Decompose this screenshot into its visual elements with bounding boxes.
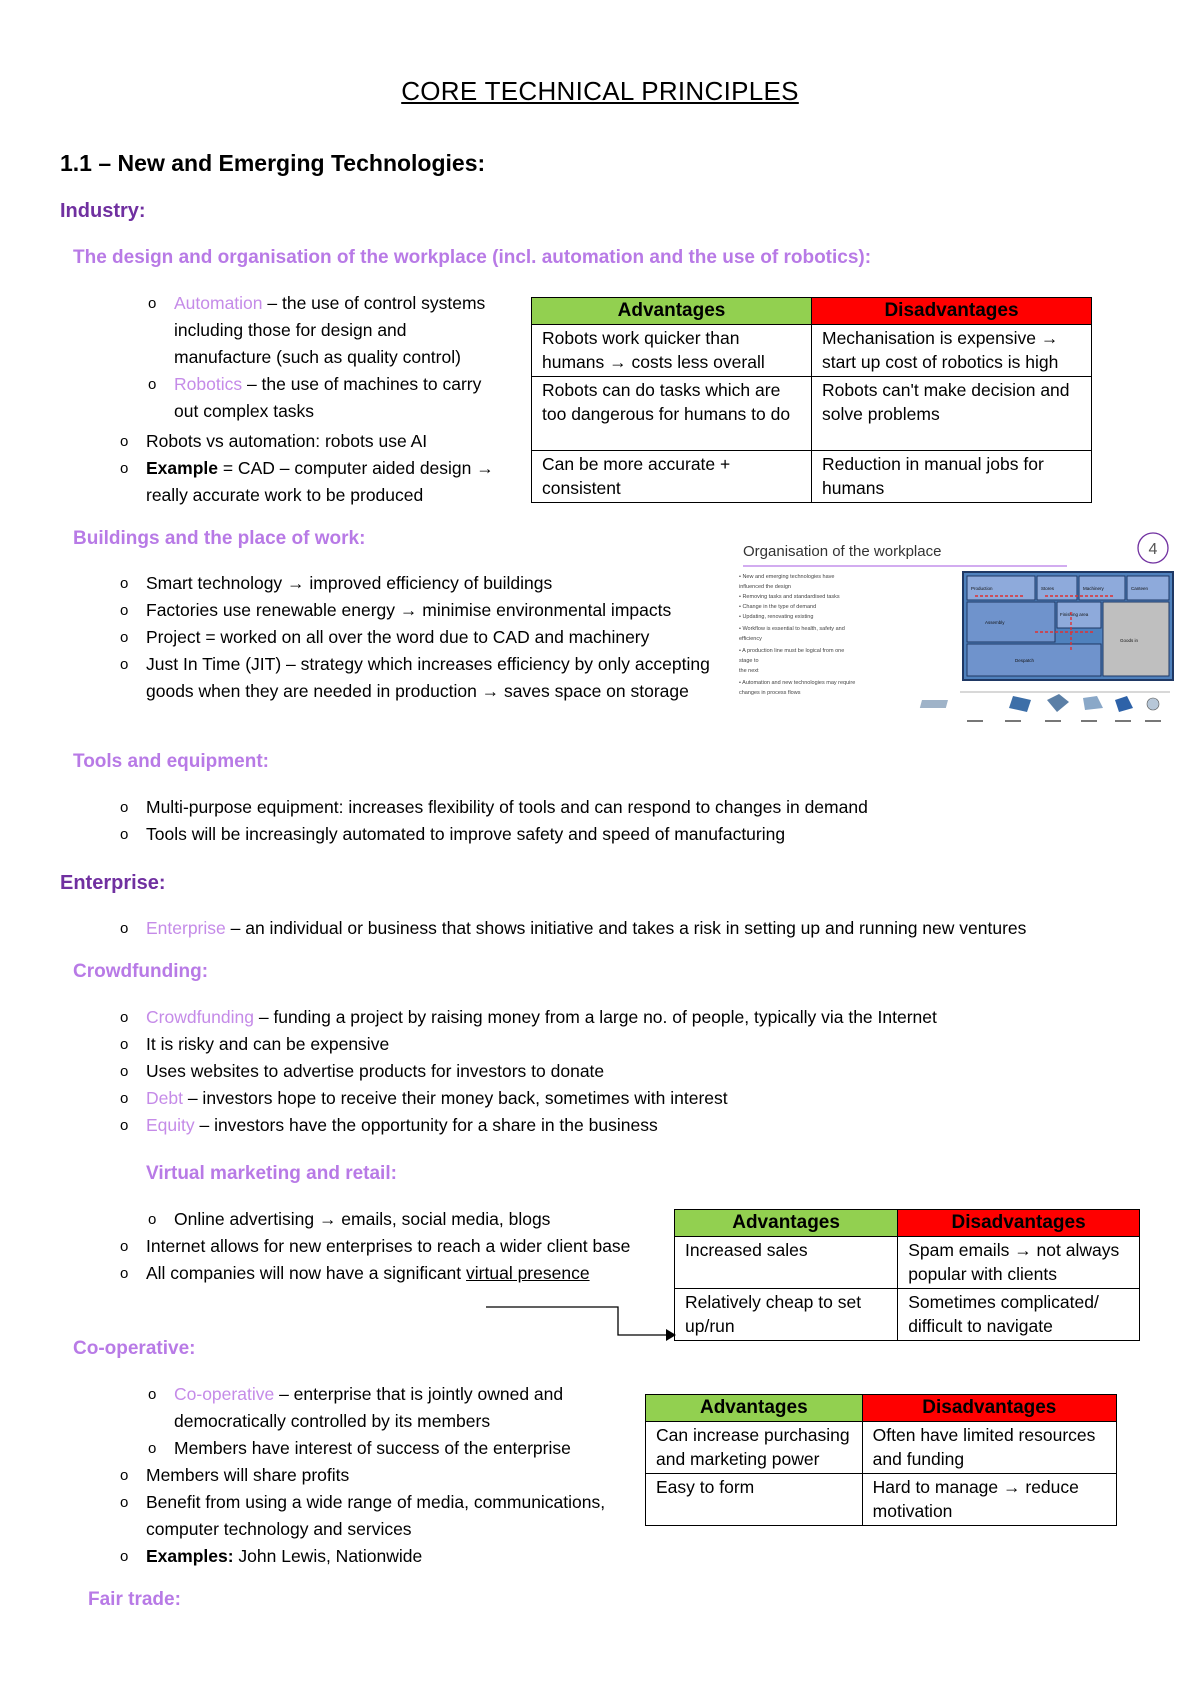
svg-text:Assembly: Assembly <box>985 620 1005 625</box>
list-item: o Members will share profits <box>146 1462 606 1489</box>
svg-text:Despatch: Despatch <box>1015 658 1035 663</box>
automation-list <box>174 290 504 425</box>
list-item: o Robots vs automation: robots use AI <box>146 428 526 455</box>
table-row: Can increase purchasing and marketing power Often have limited resources and funding <box>646 1422 1117 1474</box>
figure-badge: 4 <box>1148 541 1158 558</box>
svg-text:• Workflow is essential to hea: • Workflow is essential to health, safety and <box>739 626 845 632</box>
table-row: Easy to form Hard to manage → reduce motivation <box>646 1474 1117 1526</box>
list-item: o Equity – investors have the opportunity for a share in the business <box>146 1112 1186 1139</box>
robots-list <box>146 428 526 509</box>
table-row: Can be more accurate + consistent Reduction in manual jobs for humans <box>532 451 1092 503</box>
svg-text:Machinery: Machinery <box>1083 586 1104 591</box>
list-item: o Members have interest of success of the enterprise <box>174 1435 614 1462</box>
enterprise-heading: Enterprise: <box>60 872 166 894</box>
svg-text:influenced the design: influenced the design <box>739 584 791 590</box>
floor-plan <box>963 572 1173 680</box>
svg-text:• Updating, renovating existin: • Updating, renovating existing <box>739 614 814 620</box>
section-heading: 1.1 – New and Emerging Technologies: <box>60 150 486 176</box>
machine-icons <box>920 692 1170 722</box>
crowdfunding-heading: Crowdfunding: <box>73 961 209 982</box>
industry-advantages-table <box>531 297 1092 503</box>
virtual-presence-link: virtual presence <box>466 1263 590 1283</box>
list-item: o Examples: John Lewis, Nationwide <box>146 1543 606 1570</box>
table-row: Relatively cheap to set up/run Sometimes complicated/ difficult to navigate <box>675 1289 1140 1341</box>
svg-text:the next: the next <box>739 668 759 674</box>
svg-text:• Removing tasks and standardi: • Removing tasks and standardised tasks <box>739 594 840 600</box>
virtual-advantages-table <box>674 1209 1140 1341</box>
svg-text:• A production line must be lo: • A production line must be logical from one <box>739 648 845 654</box>
list-item: o Uses websites to advertise products for investors to donate <box>146 1058 1186 1085</box>
list-item: o Multi-purpose equipment: increases flexibility of tools and can respond to changes in demand <box>146 794 1146 821</box>
table-row: Robots can do tasks which are too dangerous for humans to do Robots can't make decision and solve problems <box>532 377 1092 451</box>
svg-text:• Automation and new technolog: • Automation and new technologies may require <box>739 680 856 686</box>
disadvantages-header: Disadvantages <box>812 298 1092 325</box>
svg-text:• New and emerging technologie: • New and emerging technologies have <box>739 574 835 580</box>
list-item: o Example = CAD – computer aided design → really accurate work to be produced <box>146 455 526 509</box>
buildings-list <box>146 570 716 705</box>
crowdfunding-list <box>146 1004 1186 1139</box>
table-row: Robots work quicker than humans → costs less overall Mechanisation is expensive → start up cost of robotics is high <box>532 325 1092 377</box>
list-item: o Benefit from using a wide range of media, communications, computer technology and services <box>146 1489 606 1543</box>
list-item: o It is risky and can be expensive <box>146 1031 1186 1058</box>
disadvantages-header: Disadvantages <box>898 1210 1140 1237</box>
svg-text:Goods in: Goods in <box>1120 638 1139 643</box>
virtual-list <box>146 1233 636 1287</box>
disadvantages-header: Disadvantages <box>862 1395 1116 1422</box>
advantages-header: Advantages <box>532 298 812 325</box>
list-item: o Automation – the use of control systems including those for design and manufacture (such as quality control) <box>174 290 504 371</box>
advantages-header: Advantages <box>646 1395 863 1422</box>
advantages-header: Advantages <box>675 1210 898 1237</box>
workplace-heading: The design and organisation of the workplace (incl. automation and the use of robotics): <box>73 247 872 268</box>
list-item: o Just In Time (JIT) – strategy which increases efficiency by only accepting goods when they are needed in production → saves space on storage <box>146 651 716 705</box>
virtual-heading: Virtual marketing and retail: <box>146 1163 397 1184</box>
svg-text:Canteen: Canteen <box>1131 586 1149 591</box>
connector-arrow <box>480 1305 680 1355</box>
svg-text:changes in process flows: changes in process flows <box>739 690 801 696</box>
svg-text:Stores: Stores <box>1041 586 1055 591</box>
list-item: o Debt – investors hope to receive their money back, sometimes with interest <box>146 1085 1186 1112</box>
buildings-heading: Buildings and the place of work: <box>73 528 366 549</box>
tools-list <box>146 794 1146 848</box>
fairtrade-heading: Fair trade: <box>88 1589 181 1610</box>
coop-advantages-table <box>645 1394 1117 1526</box>
svg-text:efficiency: efficiency <box>739 636 762 642</box>
list-item: o Enterprise – an individual or business that shows initiative and takes a risk in setting up and running new ventures <box>146 915 1186 942</box>
industry-heading: Industry: <box>60 200 146 222</box>
list-item: o Smart technology → improved efficiency of buildings <box>146 570 716 597</box>
coop-heading: Co-operative: <box>73 1338 196 1359</box>
enterprise-list <box>146 915 1186 942</box>
svg-text:stage to: stage to <box>739 658 759 664</box>
coop-list <box>146 1462 606 1570</box>
virtual-sublist <box>174 1206 624 1233</box>
figure-title: Organisation of the workplace <box>743 543 942 560</box>
list-item: o Robotics – the use of machines to carry out complex tasks <box>174 371 504 425</box>
coop-sublist <box>174 1381 614 1462</box>
list-item: o Online advertising → emails, social media, blogs <box>174 1206 624 1233</box>
list-item: o Project = worked on all over the word due to CAD and machinery <box>146 624 716 651</box>
list-item: o All companies will now have a significant virtual presence <box>146 1260 636 1287</box>
list-item: o Tools will be increasingly automated to improve safety and speed of manufacturing <box>146 821 1146 848</box>
list-item: o Co-operative – enterprise that is jointly owned and democratically controlled by its members <box>174 1381 614 1435</box>
list-item: o Factories use renewable energy → minimise environmental impacts <box>146 597 716 624</box>
svg-text:Production: Production <box>971 586 993 591</box>
list-item: o Crowdfunding – funding a project by raising money from a large no. of people, typically via the Internet <box>146 1004 1186 1031</box>
tools-heading: Tools and equipment: <box>73 751 269 772</box>
workplace-organisation-figure <box>735 532 1175 742</box>
list-item: o Internet allows for new enterprises to reach a wider client base <box>146 1233 636 1260</box>
page-title: CORE TECHNICAL PRINCIPLES <box>401 76 799 106</box>
table-row: Increased sales Spam emails → not always popular with clients <box>675 1237 1140 1289</box>
svg-text:Finishing area: Finishing area <box>1060 612 1089 617</box>
svg-text:• Change in the type of demand: • Change in the type of demand <box>739 604 817 610</box>
